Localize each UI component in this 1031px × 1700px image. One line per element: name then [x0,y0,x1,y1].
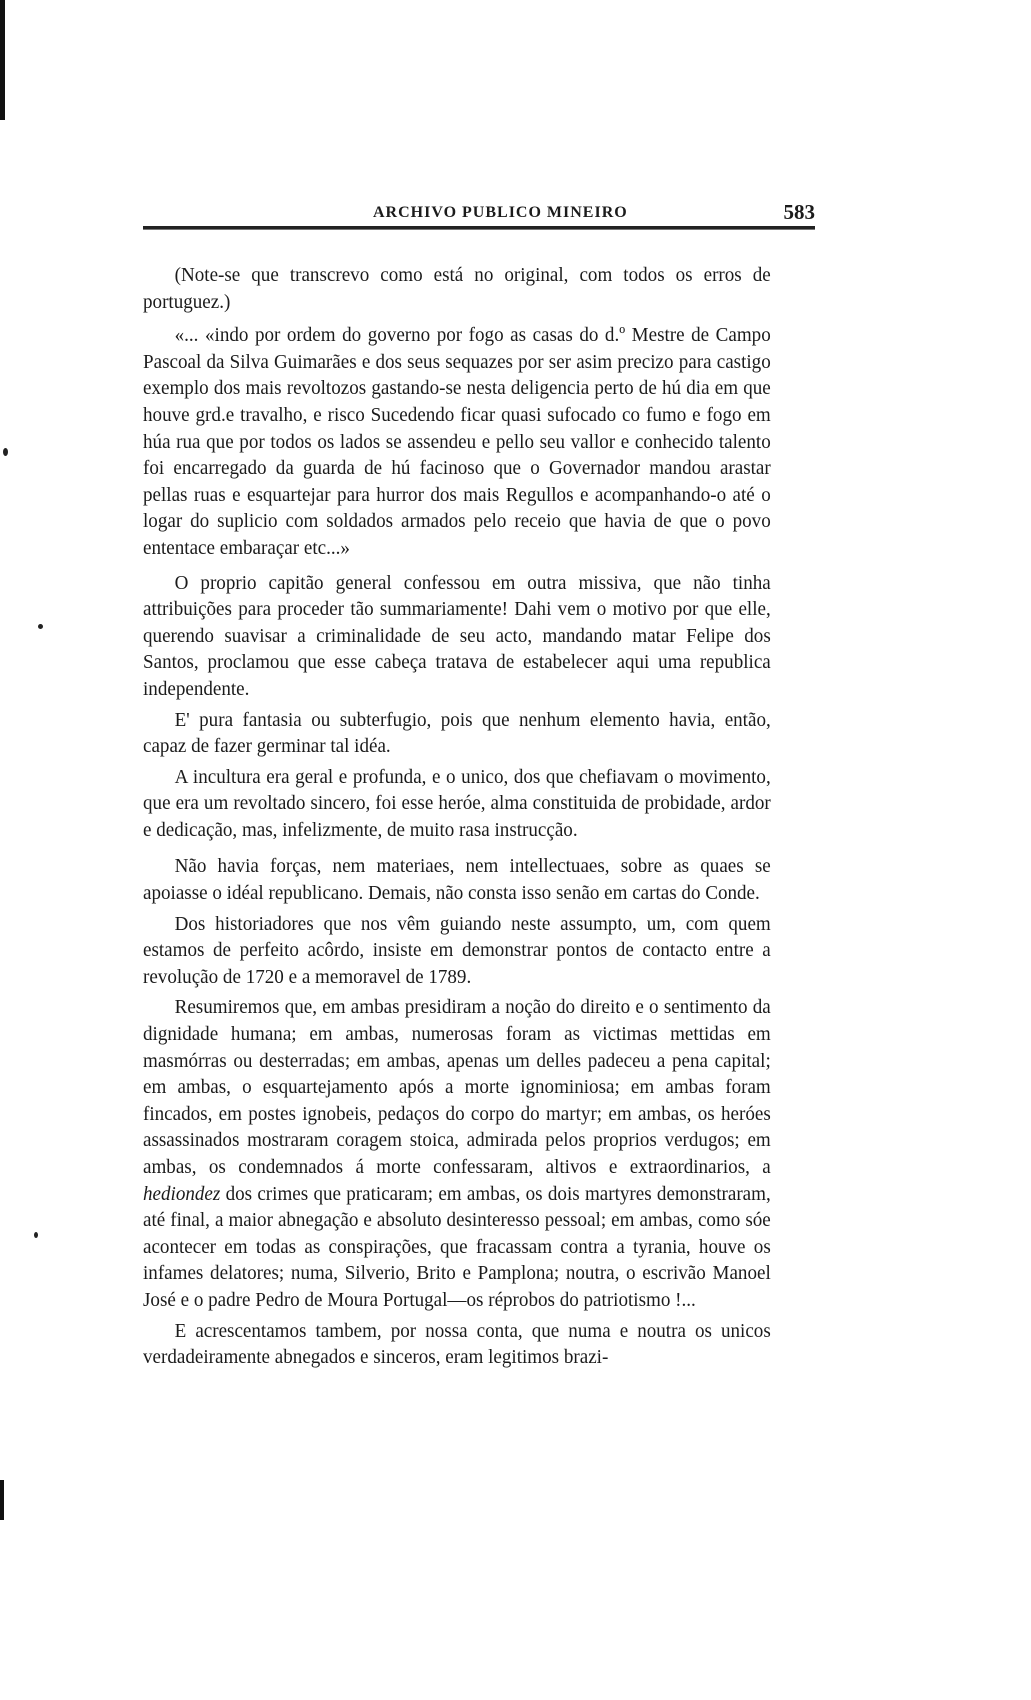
paragraph: E acrescentamos tambem, por nossa conta, que numa e noutra os unicos verdadeiramente abnegados e sinceros, eram legitimos brazi- [143,1319,771,1369]
page-header [143,196,815,236]
editorial-note: (Note-se que transcrevo como está no original, com todos os erros de portuguez.) [143,264,771,313]
page-edge-mark [0,1480,4,1520]
margin-speck [38,624,43,629]
paragraph: O proprio capitão general confessou em outra missiva, que não tinha attribuições para proceder tão summariamente! Dahi vem o motivo por que elle, querendo suavisar a criminalidade de seu acto, mandando matar Felipe dos Santos, proclamou que esse cabeça tratava de estabelecer aqui uma republica independente. [143,571,771,700]
quoted-letter: «... «indo por ordem do governo por fogo as casas do d.º Mestre de Campo Pascoal da Silva Guimarães e dos seus sequazes por ser asim precizo para castigo exemplo dos mais revoltozos gastando-se nesta deligencia perto de hú dia em que houve grd.e travalho, e risco Sucedendo ficar quasi sufocado co fumo e fogo em húa rua que por todos os lados se assendeu e pello seu vallor e conhecido talento foi encarregado da guarda de hú facinoso que o Governador mandou arastar pellas ruas e esquartejar para hurror dos mais Regullos e acompanhando-o até o logar do suplicio com soldados armados pelo receio que havia de que o povo ententace embaraçar etc...» [143,324,771,559]
paragraph: Não havia forças, nem materiaes, nem intellectuaes, sobre as quaes se apoiasse o idéal republicano. Demais, não consta isso senão em cartas do Conde. [143,855,771,905]
paragraph-text: Resumiremos que, em ambas presidiram a noção do direito e o sentimento da dignidade humana; em ambas, numerosas foram as victimas mettidas em masmórras ou desterradas; em ambas, apenas um delles padeceu a pena capital; em ambas, o esquartejamento após a morte ignominiosa; em ambas foram fincados, em postes ignobeis, pedaços do corpo do martyr; em ambas, os heróes assassinados mostraram coragem stoica, admirada pelos proprios verdugos; em ambas, os condemnados á morte confessaram, altivos e extraordinarios, a [143,996,771,1178]
paragraph: E' pura fantasia ou subterfugio, pois que nenhum elemento havia, então, capaz de fazer germinar tal idéa. [143,708,771,758]
page-edge-mark [0,0,5,120]
header-rule [143,226,815,230]
page-number: 583 [783,200,815,224]
margin-speck [34,1232,38,1238]
paragraph: A incultura era geral e profunda, e o unico, dos que chefiavam o movimento, que era um revoltado sincero, foi esse heróe, alma constituida de probidade, ardor e dedicação, mas, infelizmente, de muito rasa instrucção. [143,765,771,841]
text-body [143,262,771,1371]
paragraph [143,994,771,1313]
margin-speck [3,448,8,456]
italic-word: hediondez [143,1182,221,1205]
paragraph: Dos historiadores que nos vêm guiando neste assumpto, um, com quem estamos de perfeito acôrdo, insiste em demonstrar pontos de contacto entre a revolução de 1720 e a memoravel de 1789. [143,912,771,988]
paragraph-text: dos crimes que praticaram; em ambas, os dois martyres demonstraram, até final, a maior abnegação e absoluto desinteresso pessoal; em ambas, como sóe acontecer em todas as conspirações, que fracassam contra a tyrania, houve os infames delatores; numa, Silverio, Brito e Pamplona; noutra, o escrivão Manoel José e o padre Pedro de Moura Portugal—os réprobos do patriotismo !... [143,1182,771,1311]
running-title: ARCHIVO PUBLICO MINEIRO [373,204,628,221]
